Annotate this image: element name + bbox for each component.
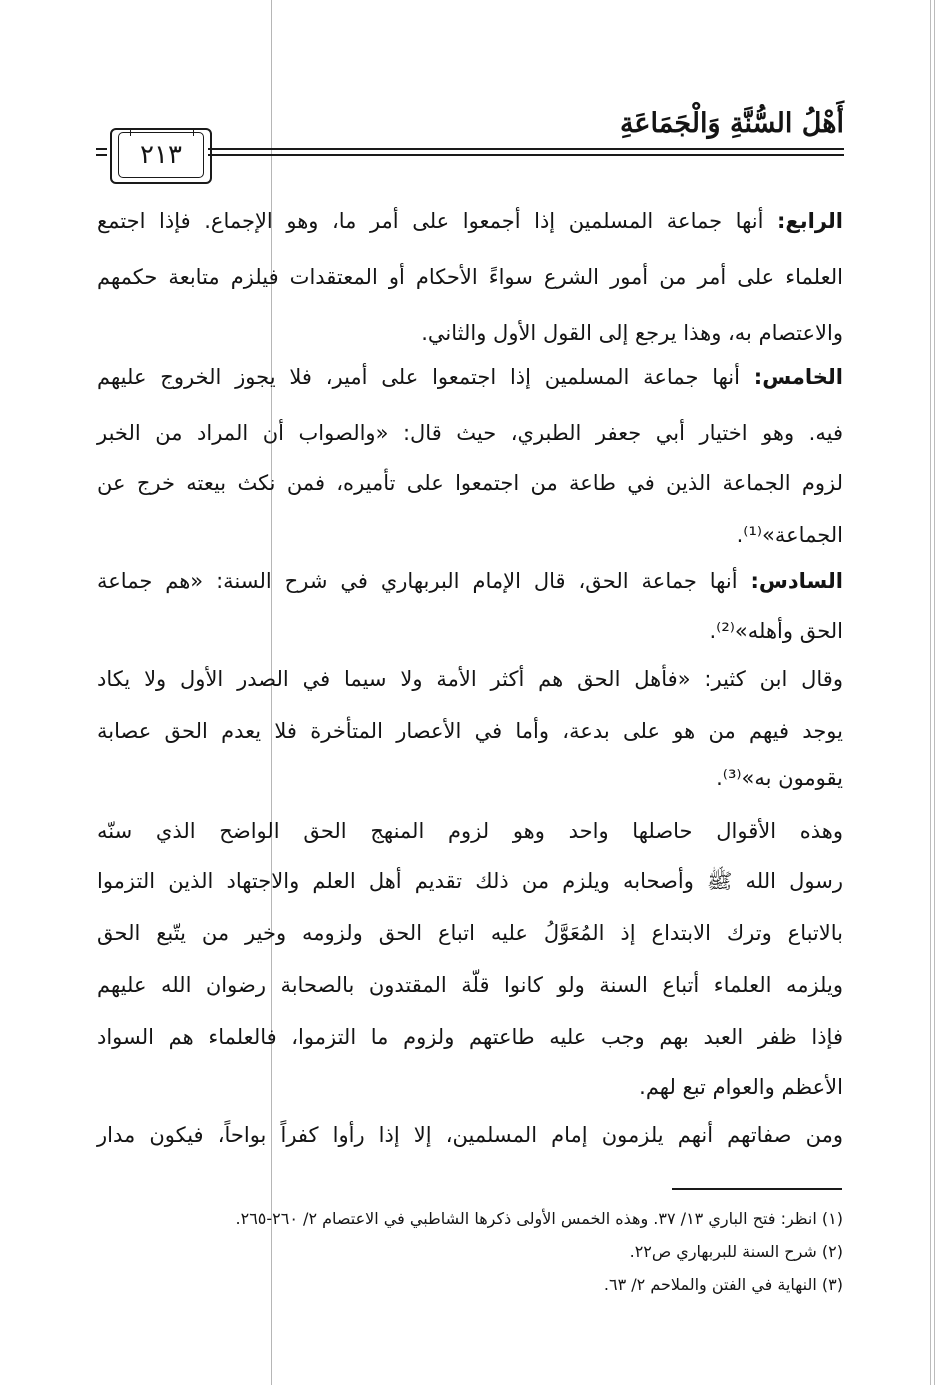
footnote-3: (٣) النهاية في الفتن والملاحم ٢/ ٦٣. [603, 1275, 843, 1294]
footnote-separator [672, 1188, 842, 1190]
text-line: الجماعة»⁽¹⁾. [736, 523, 843, 547]
running-title: أَهْلُ السُّنَّةِ وَالْجَمَاعَةِ [619, 108, 844, 139]
text-line [97, 561, 843, 601]
text-line: بالاتباع وترك الابتداع إذ المُعَوَّلُ عليه اتباع الحق ولزومه وخير من يتّبع الحق [97, 921, 843, 945]
text-line: الأعظم والعوام تبع لهم. [639, 1075, 843, 1099]
page-edge [930, 0, 936, 1385]
text-line: ومن صفاتهم أنهم يلزمون إمام المسلمين، إلا إذا رأوا كفراً بواحاً، فيكون مدار [97, 1123, 843, 1147]
text-line [97, 201, 843, 241]
footnote-2: (٢) شرح السنة للبربهاري ص٢٢. [629, 1242, 843, 1261]
paragraph-label: الرابع: [777, 209, 843, 233]
text-line: وقال ابن كثير: «فأهل الحق هم أكثر الأمة ولا سيما في الصدر الأول ولا يكاد [97, 667, 843, 691]
text-line: والاعتصام به، وهذا يرجع إلى القول الأول والثاني. [421, 321, 843, 345]
text-line: رسول الله ﷺ وأصحابه ويلزم من ذلك تقديم أهل العلم والاجتهاد الذين التزموا [97, 869, 843, 893]
header-rule-end [96, 154, 107, 156]
paragraph-label: السادس: [750, 569, 843, 593]
page-number: ٢١٣ [118, 132, 204, 178]
text-line: يقومون به»⁽³⁾. [716, 766, 843, 790]
text-line [97, 357, 843, 397]
text-line: العلماء على أمر من أمور الشرع سواءً الأحكام أو المعتقدات فيلزم متابعة حكمهم [97, 265, 843, 289]
text-line: لزوم الجماعة الذين في طاعة من اجتمعوا على تأميره، فمن نكث بيعته خرج عن [97, 471, 843, 495]
text-line: ويلزمه العلماء أتباع السنة ولو كانوا قلّة المقتدون بالصحابة رضوان الله عليهم [97, 973, 843, 997]
text-line: يوجد فيهم من هو على بدعة، وأما في الأعصار المتأخرة فلا يعدم الحق عصابة [97, 719, 843, 743]
text-line: الحق وأهله»⁽²⁾. [709, 619, 843, 643]
text-line: فيه. وهو اختيار أبي جعفر الطبري، حيث قال: «والصواب أن المراد من الخبر [97, 421, 843, 445]
line-text: أنها جماعة المسلمين إذا أجمعوا على أمر ما، وهو الإجماع. فإذا اجتمع [97, 209, 764, 233]
line-text: أنها جماعة المسلمين إذا اجتمعوا على أمير، فلا يجوز الخروج عليهم [97, 365, 740, 389]
text-line: فإذا ظفر العبد بهم وجب عليه طاعتهم ولزوم ما التزموا، فالعلماء هم السواد [97, 1025, 843, 1049]
header-rule [208, 148, 844, 150]
footnote-1: (١) انظر: فتح الباري ١٣/ ٣٧. وهذه الخمس الأولى ذكرها الشاطبي في الاعتصام ٢/ ٢٦٠-٢٦٥. [235, 1209, 843, 1228]
header-rule [208, 154, 844, 156]
text-line: وهذه الأقوال حاصلها واحد وهو لزوم المنهج الحق الواضح الذي سنّه [97, 819, 843, 843]
header-rule-end [96, 148, 107, 150]
page-header [96, 104, 844, 184]
line-text: أنها جماعة الحق، قال الإمام البربهاري في شرح السنة: «هم جماعة [97, 569, 738, 593]
paragraph-label: الخامس: [753, 365, 843, 389]
